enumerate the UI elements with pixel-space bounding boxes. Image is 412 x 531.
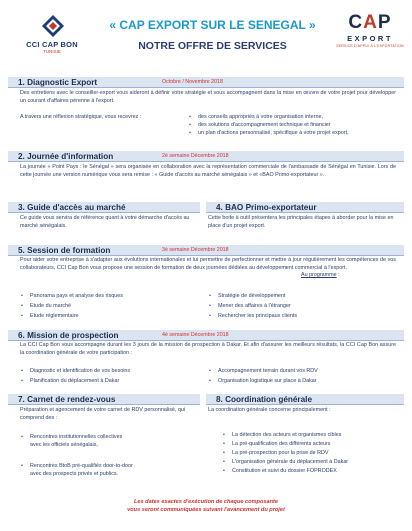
section-5-date: 3è semaine Décembre 2018 [162, 247, 229, 253]
section-4-text: Cette boite à outil présentera les principales étapes à aborder pour la mise en place d'un projet export. [208, 215, 394, 229]
section-5-bullet: • Stratégie de développement [218, 293, 285, 301]
section-8-bullet: • Constitution et suivi du dossier FOPRODEX [232, 468, 337, 476]
section-6-title: 6. Mission de prospection [18, 331, 119, 340]
section-6-date: 4è semaine Décembre 2018 [162, 332, 229, 338]
section-5-bullet: • Panorama pays et analyse des risques [30, 293, 123, 301]
section-8-bullet: • La pré-qualification des différents acteurs [232, 441, 331, 449]
page-header [0, 0, 412, 66]
cci-cap-bon-logo [8, 14, 96, 54]
footer-line: vous seront communiquées suivant l'avancement du projet [127, 506, 285, 513]
section-5-bullet: • Etude réglementaire [30, 313, 79, 321]
section-6-bullet: • Organisation logistique sur place à Dakar [218, 378, 317, 386]
cap-logo-word: CAP [348, 12, 392, 33]
section-1-bullet: • des conseils appropriés à votre organisation interne, [198, 114, 323, 122]
section-7-bullet-continuation: avec des prospects privés et publics. [30, 471, 119, 477]
section-7-bullet-continuation: avec les officiels sénégalais, [30, 442, 98, 448]
cap-logo-export: EXPORT [347, 34, 393, 43]
section-1-bullet: • un plan d'actions personnalisé, spécifique à votre projet export, [198, 130, 349, 138]
cap-logo-tagline: SERVICE D'APPUI À L'EXPORTATION [336, 44, 404, 48]
cci-logo-icon [41, 14, 65, 38]
footer-note [80, 499, 332, 514]
section-5-title: 5. Session de formation [18, 246, 111, 255]
section-6-bullet: • Diagnostic et identification de vos besoins [30, 368, 130, 376]
section-8-text: La coordination générale concerne principalement : [208, 407, 331, 413]
section-2-text: La journée « Point Pays : le Sénégal » sera organisée en collaboration avec la représentation commerciale de l'ambassade de Sénégal en Tunisie. Lors de cette journée une version numérique vous sera remise : « Guide d'accès au marché sénégalais » et «BAO Primo-exportateur ». [20, 164, 396, 178]
section-2-date: 2è semaine Décembre 2018 [162, 153, 229, 159]
section-5-text: Pour aider votre entreprise à s'adapter aux évolutions internationales et lui permettre de perfectionner et mettre à jour régulièrement les compétences de vos collaborateurs, CCI Cap Bon vous propose une session de formation de deux journées dédiées au développement commercial à l'export. [20, 257, 396, 271]
section-8-bullet: • La détection des acteurs et organismes cibles [232, 432, 341, 440]
section-5-bullet: • Rechercher les principaux clients [218, 313, 297, 321]
page-subtitle: NOTRE OFFRE DE SERVICES [138, 40, 287, 52]
section-2-title: 2. Journée d'information [18, 152, 114, 161]
section-4-title: 4. BAO Primo-exportateur [216, 203, 317, 212]
section-5-bullet: • Mener des affaires à l'étranger [218, 303, 291, 311]
section-1-title: 1. Diagnostic Export [18, 78, 98, 87]
section-7-title: 7. Carnet de rendez-vous [18, 395, 116, 404]
section-8-bullet: • La pré-prospection pour la prise de RDV [232, 450, 328, 458]
section-7-bullet: • Rencontres BtoB pré-qualifiés door-to-door [30, 463, 133, 471]
section-1-bullet: • des solutions d'accompagnement technique et financier [198, 122, 331, 130]
section-5-bullet: • Etude du marché [30, 303, 71, 311]
section-7-bullet: • Rencontres institutionnelles collectives [30, 434, 122, 442]
section-1-intro: Des entretiens avec le conseiller-export vous aideront à définir votre stratégie et vous accompagnent dans la mise en œuvre de votre projet pour développer un courant d'affaires pérenne à l'export. [20, 90, 396, 104]
cci-logo-text: CCI CAP BON [26, 40, 78, 49]
section-8-title: 8. Coordination générale [216, 395, 312, 404]
section-5-program-label: Au programme : [301, 272, 340, 278]
section-8-bullet: • L'organisation générale du déplacement à Dakar [232, 459, 348, 467]
page-title: « CAP EXPORT SUR LE SENEGAL » [109, 18, 316, 32]
section-6-text: La CCI Cap Bon vous accompagne durant les 3 jours de la mission de prospection à Dakar. Et afin d'assurer les meilleurs résultats, la CCI Cap Bon assure la coordination générale de votre participation : [20, 342, 396, 356]
section-7-text: Préparation et agencement de votre carnet de RDV personnalisé, qui comprend des : [20, 407, 186, 421]
section-1-date: Octobre / Novembre 2018 [162, 79, 223, 85]
section-1-lead: A travers une réflexion stratégique, vous recevrez : [20, 114, 142, 120]
section-3-text: Ce guide vous servira de référence quant à votre démarche d'accès au marché sénégalais. [20, 215, 190, 229]
cci-logo-subtext: TUNISIE [43, 49, 61, 54]
footer-line: Les dates exactes d'exécution de chaque composante [133, 499, 279, 505]
section-6-bullet: • Accompagnement terrain durant vos RDV [218, 368, 318, 376]
section-6-bullet: • Planification du déplacement à Dakar [30, 378, 119, 386]
cap-export-logo [334, 12, 406, 58]
section-3-title: 3. Guide d'accès au marché [18, 203, 126, 212]
